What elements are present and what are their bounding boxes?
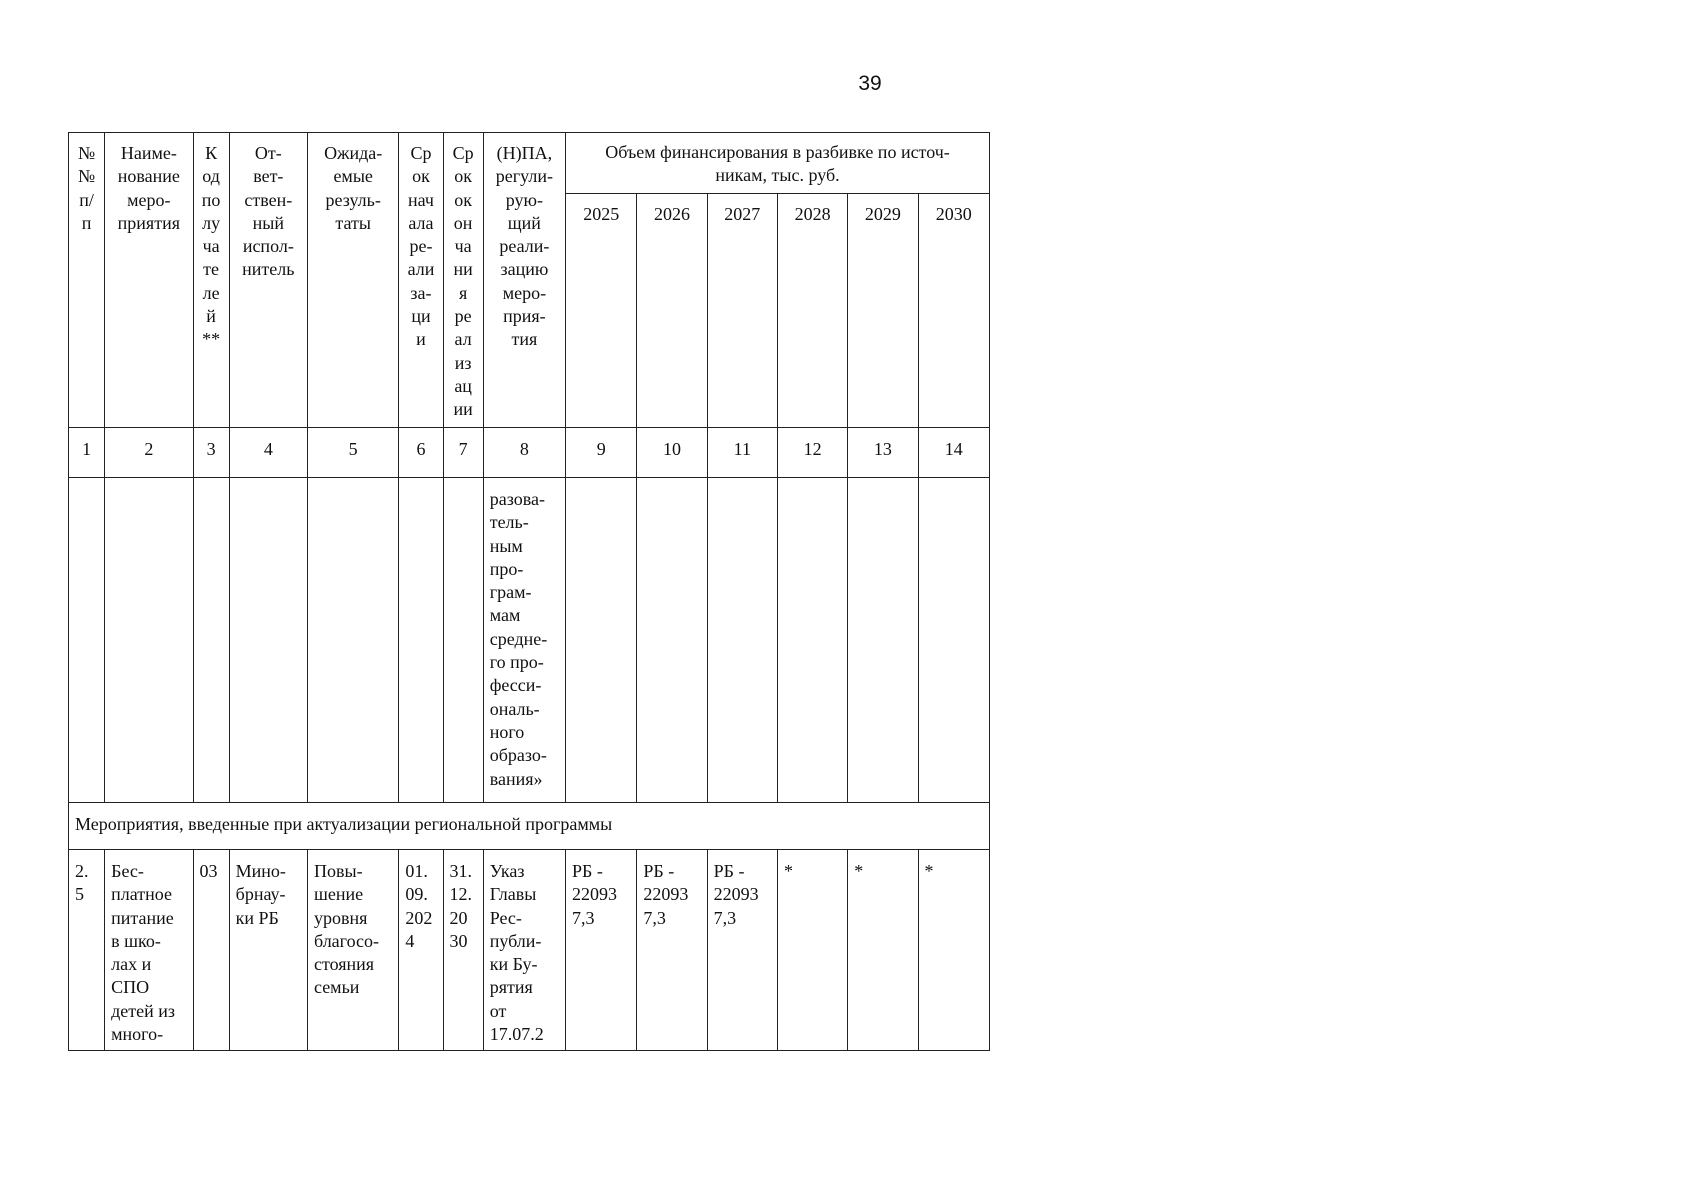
cell-line: (Н)ПА, xyxy=(496,143,553,163)
cell-line: ок xyxy=(412,166,430,187)
cell-line: 4 xyxy=(405,930,415,951)
cell-line: брнау- xyxy=(235,884,286,905)
cell-line: 01. xyxy=(405,861,428,881)
header-regulation xyxy=(483,133,565,428)
cell-line: 22093 xyxy=(713,884,759,905)
column-number: 8 xyxy=(483,428,565,478)
cell-line: емые xyxy=(333,166,373,187)
table-cell xyxy=(105,478,193,803)
header-expected-results xyxy=(307,133,398,428)
cell-line: го про- xyxy=(489,652,544,673)
cell-line: грам- xyxy=(489,582,532,603)
cell-line: и xyxy=(416,329,426,350)
cell-line: уровня xyxy=(313,907,368,928)
header-year-2025: 2025 xyxy=(566,194,637,428)
table-cell xyxy=(443,478,483,803)
section-title: Мероприятия, введенные при актуализации региональной программы xyxy=(69,803,990,850)
cell-line: вет- xyxy=(253,166,284,187)
header-start-date xyxy=(399,133,443,428)
cell-line: от xyxy=(489,1000,507,1021)
cell-line: Ожида- xyxy=(324,143,383,163)
cell-line: № xyxy=(77,143,96,163)
table-cell xyxy=(777,478,847,803)
table-row xyxy=(69,850,990,1051)
column-number: 9 xyxy=(566,428,637,478)
cell-line: образо- xyxy=(489,745,547,766)
table-cell xyxy=(637,478,707,803)
item-expected-results xyxy=(307,850,398,1051)
cell-line: приятия xyxy=(117,212,180,233)
cell-line: п xyxy=(81,212,92,233)
table-cell xyxy=(69,478,105,803)
cell-line: за- xyxy=(410,282,432,303)
cell-line: РБ - xyxy=(713,861,745,881)
cell-line: Повы- xyxy=(313,861,363,881)
cell-line: нач xyxy=(407,189,434,210)
cell-line: ал xyxy=(454,329,472,350)
cell-line: Рес- xyxy=(489,907,522,928)
cell-line: ок xyxy=(454,189,472,210)
cell-line: ци xyxy=(411,306,431,327)
cell-line: али xyxy=(407,259,435,280)
page-number: 39 xyxy=(858,72,882,95)
program-activities-table xyxy=(68,132,990,1051)
cell-line: ки РБ xyxy=(235,907,279,928)
cell-line: 7,3 xyxy=(713,907,737,928)
cell-line: щий xyxy=(507,212,541,233)
column-number: 11 xyxy=(707,428,777,478)
cell-line: благосо- xyxy=(313,930,380,951)
cell-line: 7,3 xyxy=(643,907,666,928)
cell-line: резуль- xyxy=(325,189,381,210)
cell-line: К xyxy=(205,143,218,163)
cell-line: тель- xyxy=(489,512,529,533)
cell-line: лу xyxy=(202,212,221,233)
cell-line: Указ xyxy=(489,861,525,881)
cell-line: меро- xyxy=(502,282,547,303)
cell-line: Главы xyxy=(489,884,537,905)
cell-line: про- xyxy=(489,558,524,579)
cell-line: питание xyxy=(111,907,174,928)
item-financing-2030 xyxy=(918,850,989,1051)
cell-line: прия- xyxy=(503,306,546,327)
header-activity-name xyxy=(105,133,193,428)
cell-line: Мино- xyxy=(235,861,286,881)
cell-line: От- xyxy=(254,143,282,163)
cell-line: РБ - xyxy=(643,861,675,881)
cell-line: ни xyxy=(453,259,473,280)
cell-line: публи- xyxy=(489,930,542,951)
cell-line: он xyxy=(453,212,473,233)
cell-line: я xyxy=(458,282,468,303)
cell-line: никам, тыс. руб. xyxy=(715,165,840,186)
header-end-date xyxy=(443,133,483,428)
cell-line: из xyxy=(454,352,472,373)
column-number: 4 xyxy=(229,428,307,478)
cell-line: 30 xyxy=(449,930,468,951)
cell-line: ле xyxy=(202,282,220,303)
cell-line: Объем финансирования в разбивке по источ- xyxy=(605,142,950,162)
cell-line: шение xyxy=(313,884,364,905)
cell-line: ки Бу- xyxy=(489,954,538,975)
cell-line: семьи xyxy=(313,977,360,998)
header-financing xyxy=(566,133,990,194)
cell-line: мам xyxy=(489,605,521,626)
cell-line: те xyxy=(203,259,220,280)
cell-line: таты xyxy=(335,212,371,233)
cell-line: * xyxy=(783,861,793,881)
cell-line: стояния xyxy=(313,954,375,975)
table-cell xyxy=(229,478,307,803)
cell-line: детей из xyxy=(111,1000,176,1021)
cell-line: Ср xyxy=(452,143,474,163)
cell-line: 202 xyxy=(405,907,433,928)
column-number: 1 xyxy=(69,428,105,478)
cell-line: регули- xyxy=(495,166,553,187)
cell-line: Бес- xyxy=(111,861,144,881)
cell-line: ного xyxy=(489,721,525,742)
cell-line: 31. xyxy=(449,861,473,881)
cell-line: зацию xyxy=(500,259,549,280)
cell-line: ре- xyxy=(409,236,433,257)
cell-line: ональ- xyxy=(489,698,540,719)
cell-line: по xyxy=(201,189,221,210)
cell-line: * xyxy=(854,861,864,881)
cell-line: й xyxy=(206,306,216,327)
table-cell xyxy=(307,478,398,803)
item-name xyxy=(105,850,193,1051)
cell-line: РБ - xyxy=(572,861,603,881)
cell-line: ствен- xyxy=(244,189,293,210)
cell-line: 17.07.2 xyxy=(489,1024,544,1045)
table-cell xyxy=(848,478,918,803)
cell-line: 09. xyxy=(405,884,428,905)
cell-line: реали- xyxy=(499,236,550,257)
table-cell xyxy=(707,478,777,803)
item-financing-2025 xyxy=(566,850,637,1051)
header-number xyxy=(69,133,105,428)
cell-line: ре xyxy=(454,306,472,327)
continuation-row xyxy=(69,478,990,803)
cell-line: нование xyxy=(117,166,180,187)
cell-line: ным xyxy=(489,535,523,556)
cell-line: 22093 xyxy=(643,884,689,905)
cell-line: № xyxy=(77,166,96,187)
item-regulation xyxy=(483,850,565,1051)
cell-line: лах и xyxy=(111,954,152,975)
cell-line: 2. xyxy=(75,861,89,881)
cell-line: рятия xyxy=(489,977,533,998)
cell-line: 03 xyxy=(199,861,218,881)
cell-line: п/ xyxy=(79,189,94,210)
item-financing-2029 xyxy=(848,850,918,1051)
cell-line: ный xyxy=(252,212,284,233)
column-number: 5 xyxy=(307,428,398,478)
cell-line: тия xyxy=(511,329,538,350)
header-year-2029: 2029 xyxy=(848,194,918,428)
item-recipient-code xyxy=(193,850,229,1051)
column-number: 10 xyxy=(637,428,707,478)
header-year-2028: 2028 xyxy=(777,194,847,428)
header-year-2027: 2027 xyxy=(707,194,777,428)
cell-line: фесси- xyxy=(489,675,542,696)
cell-line: Наиме- xyxy=(120,143,177,163)
item-number xyxy=(69,850,105,1051)
header-row xyxy=(69,133,990,194)
cell-line: СПО xyxy=(111,977,150,998)
cell-line: ала xyxy=(408,212,434,233)
header-year-2026: 2026 xyxy=(637,194,707,428)
column-numbers-row xyxy=(69,428,990,478)
cell-line: од xyxy=(202,166,220,187)
header-recipient-code xyxy=(193,133,229,428)
table-cell xyxy=(918,478,989,803)
cell-line: * xyxy=(924,861,934,881)
header-executor xyxy=(229,133,307,428)
item-start-date xyxy=(399,850,443,1051)
column-number: 13 xyxy=(848,428,918,478)
cell-line: 5 xyxy=(75,884,84,905)
table-cell xyxy=(566,478,637,803)
cell-line: меро- xyxy=(127,189,171,210)
column-number: 7 xyxy=(443,428,483,478)
cell-line: ок xyxy=(454,166,472,187)
column-number: 14 xyxy=(918,428,989,478)
cell-line: испол- xyxy=(242,236,294,257)
column-number: 3 xyxy=(193,428,229,478)
column-number: 6 xyxy=(399,428,443,478)
continuation-regulation-text xyxy=(483,478,565,803)
item-end-date xyxy=(443,850,483,1051)
item-financing-2028 xyxy=(777,850,847,1051)
item-financing-2027 xyxy=(707,850,777,1051)
cell-line: ац xyxy=(454,375,472,396)
cell-line: ии xyxy=(453,399,473,420)
cell-line: в шко- xyxy=(111,930,161,951)
section-row xyxy=(69,803,990,850)
table-cell xyxy=(193,478,229,803)
cell-line: платное xyxy=(111,884,172,905)
cell-line: нитель xyxy=(242,259,295,280)
cell-line: ** xyxy=(202,329,221,350)
column-number: 12 xyxy=(777,428,847,478)
column-number: 2 xyxy=(105,428,193,478)
cell-line: Ср xyxy=(410,143,432,163)
cell-line: 20 xyxy=(449,907,468,928)
item-executor xyxy=(229,850,307,1051)
header-year-2030: 2030 xyxy=(918,194,989,428)
cell-line: 12. xyxy=(449,884,473,905)
cell-line: рую- xyxy=(505,189,543,210)
cell-line: много- xyxy=(111,1024,164,1045)
cell-line: средне- xyxy=(489,628,548,649)
cell-line: ча xyxy=(202,236,220,257)
item-financing-2026 xyxy=(637,850,707,1051)
cell-line: ча xyxy=(454,236,472,257)
table-cell xyxy=(399,478,443,803)
cell-line: 7,3 xyxy=(572,907,595,928)
cell-line: 22093 xyxy=(572,884,618,905)
cell-line: разова- xyxy=(489,489,545,509)
cell-line: вания» xyxy=(489,768,543,789)
